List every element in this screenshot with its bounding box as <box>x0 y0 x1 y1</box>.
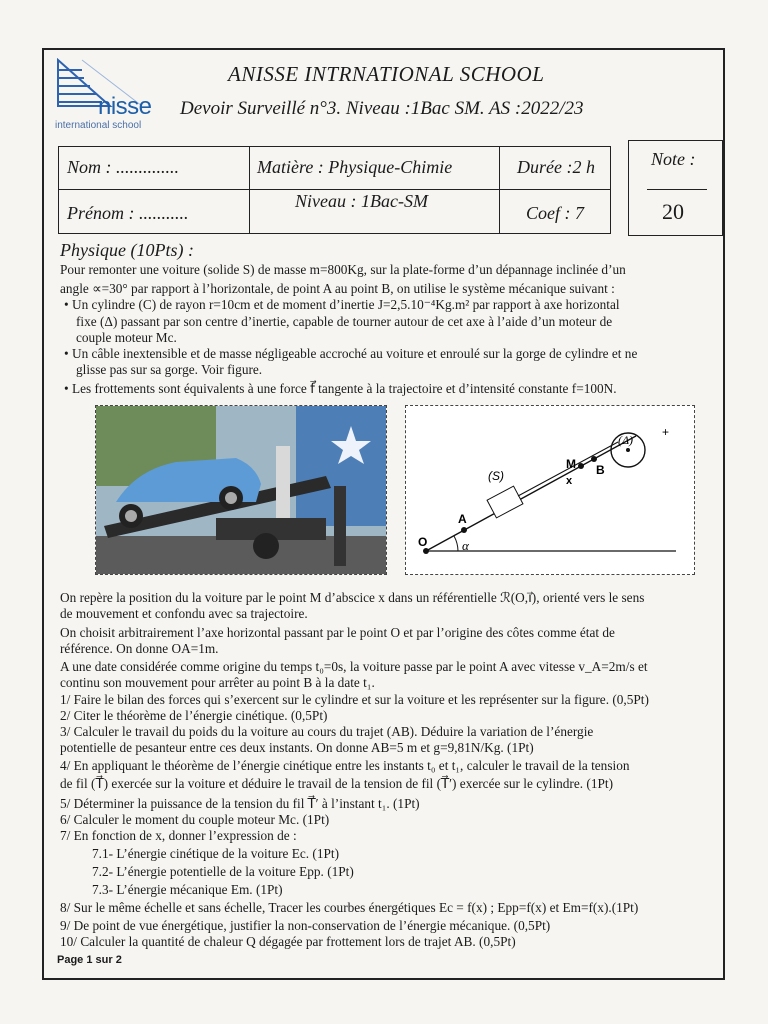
question-4-cont: de fil (T⃗) exercée sur la voiture et déduire le travail de la tension de fil (T⃗′) exercée sur le cylindre. (1Pt) <box>60 776 614 791</box>
question-2: 2/ Citer le théorème de l’énergie cinétique. (0,5Pt) <box>60 708 328 723</box>
matiere-label: Matière : Physique-Chimie <box>257 157 453 177</box>
student-info-table <box>58 146 611 234</box>
logo-subtitle: international school <box>55 120 142 131</box>
tow-truck-illustration <box>96 406 387 575</box>
section-title: Physique (10Pts) : <box>60 240 194 260</box>
label-a: A <box>458 512 467 526</box>
label-alpha: α <box>462 538 469 553</box>
tow-truck-photo <box>95 405 387 575</box>
nom-field[interactable]: Nom : .............. <box>67 157 179 177</box>
question-1: 1/ Faire le bilan des forces qui s’exercent sur le cylindre et sur la voiture et les représenter sur la figure. (0,5Pt) <box>60 692 649 707</box>
intro-line: Pour remonter une voiture (solide S) de masse m=800Kg, sur la plate-forme d’un dépannage inclinée d’un <box>60 262 626 277</box>
intro-line: • Un cylindre (C) de rayon r=10cm et de moment d’inertie J=2,5.10⁻⁴Kg.m² par rapport à axe horizontal <box>64 297 620 312</box>
question-3-cont: potentielle de pesanteur entre ces deux instants. On donne AB=5 m et g=9,81N/Kg. (1Pt) <box>60 740 534 755</box>
point-m <box>578 463 584 469</box>
incline-diagram <box>406 406 696 576</box>
mechanical-diagram <box>405 405 695 575</box>
question-4: 4/ En appliquant le théorème de l’énergie cinétique entre les instants t₀ et t₁, calculer le travail de la tension <box>60 758 630 773</box>
question-6: 6/ Calculer le moment du couple moteur Mc. (1Pt) <box>60 812 330 827</box>
table-divider <box>499 147 500 233</box>
incline-plane <box>426 436 636 551</box>
question-8: 8/ Sur le même échelle et sans échelle, Tracer les courbes énergétiques Ec = f(x) ; Epp=f(x) et Em=f(x).(1Pt) <box>60 900 639 915</box>
question-5: 5/ Déterminer la puissance de la tension du fil T⃗′ à l’instant t₁. (1Pt) <box>60 796 420 811</box>
text-line: référence. On donne OA=1m. <box>60 641 219 656</box>
table-divider <box>249 147 250 233</box>
page-number: Page 1 sur 2 <box>57 954 122 966</box>
duree-label: Durée :2 h <box>517 157 595 177</box>
label-b: B <box>596 463 605 477</box>
question-7-2: 7.2- L’énergie potentielle de la voiture Epp. (1Pt) <box>92 864 354 879</box>
question-7-3: 7.3- L’énergie mécanique Em. (1Pt) <box>92 882 283 897</box>
question-7: 7/ En fonction de x, donner l’expression de : <box>60 828 297 843</box>
label-s: (S) <box>488 469 504 483</box>
school-name: ANISSE INTRNATIONAL SCHOOL <box>228 62 545 86</box>
point-b <box>591 456 597 462</box>
exam-title: Devoir Surveillé n°3. Niveau :1Bac SM. AS :2022/23 <box>180 98 584 119</box>
solid-s <box>487 486 523 518</box>
note-value: 20 <box>662 199 684 224</box>
intro-line: couple moteur Mc. <box>76 330 177 345</box>
question-7-1: 7.1- L’énergie cinétique de la voiture Ec. (1Pt) <box>92 846 340 861</box>
intro-line: glisse pas sur sa gorge. Voir figure. <box>76 362 263 377</box>
intro-line: • Les frottements sont équivalents à une force f⃗ tangente à la trajectoire et d’intensité constante f=100N. <box>64 381 617 396</box>
angle-arc <box>454 536 458 551</box>
niveau-label: Niveau : 1Bac-SM <box>295 191 428 211</box>
table-divider <box>59 189 610 190</box>
point-a <box>461 527 467 533</box>
label-o: O <box>418 535 428 549</box>
note-label: Note : <box>651 149 696 169</box>
question-9: 9/ De point de vue énergétique, justifier la non-conservation de l’énergie mécanique. (0,5Pt) <box>60 918 551 933</box>
text-line: de mouvement et confondu avec sa trajectoire. <box>60 606 308 621</box>
logo-wordmark: nisse <box>98 93 152 120</box>
label-x: x <box>566 475 573 487</box>
question-10: 10/ Calculer la quantité de chaleur Q dégagée par frottement lors de trajet AB. (0,5Pt) <box>60 934 516 949</box>
intro-line: angle ∝=30° par rapport à l’horizontale, de point A au point B, on utilise le système mécanique suivant : <box>60 281 615 296</box>
cylinder-axis <box>626 448 630 452</box>
text-line: On choisit arbitrairement l’axe horizontal passant par le point O et par l’origine des côtes comme état de <box>60 625 615 640</box>
intro-line: • Un câble inextensible et de masse négligeable accroché au voiture et enroulé sur la gorge de cylindre et ne <box>64 346 638 361</box>
intro-line: fixe (Δ) passant par son centre d’inertie, capable de tourner autour de cet axe à l’aide d’un moteur de <box>76 314 613 329</box>
text-line: A une date considérée comme origine du temps t₀=0s, la voiture passe par le point A avec vitesse v_A=2m/s et <box>60 659 648 674</box>
text-line: continu son mouvement pour arrêter au point B à la date t₁. <box>60 675 375 690</box>
label-plus: + <box>662 425 670 439</box>
note-box <box>628 140 723 236</box>
coef-label: Coef : 7 <box>526 203 584 223</box>
label-m: M <box>566 457 576 471</box>
prenom-field[interactable]: Prénom : ........... <box>67 203 189 223</box>
text-line: On repère la position du la voiture par le point M d’abscice x dans un référentielle ℛ(O,ı⃗), orienté vers le sens <box>60 590 645 605</box>
question-3: 3/ Calculer le travail du poids du la voiture au cours du trajet (AB). Déduire la variation de l’énergie <box>60 724 594 739</box>
label-delta: (Δ) <box>618 433 634 447</box>
note-divider <box>647 189 707 190</box>
